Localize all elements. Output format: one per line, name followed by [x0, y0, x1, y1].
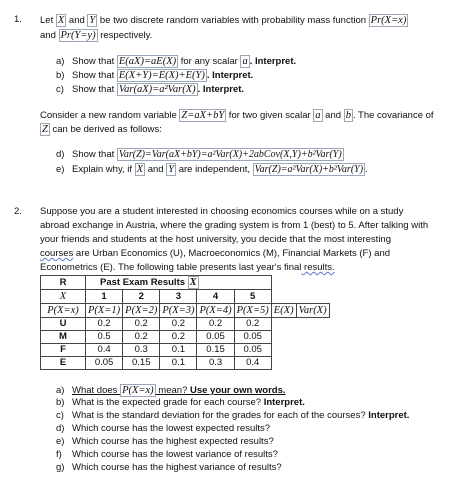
part-label: a)	[56, 56, 65, 67]
grade-cell: 3	[160, 290, 197, 304]
value-cell: 0.2	[160, 331, 197, 344]
course-cell: M	[41, 331, 86, 344]
text: and	[66, 15, 88, 26]
text: Show that	[72, 149, 117, 160]
text: Which course has the lowest variance of results?	[72, 449, 278, 460]
part-label: c)	[56, 84, 64, 95]
q1-part-c	[56, 83, 244, 96]
grade-row	[41, 290, 330, 304]
q2-paragraph-line-2: abroad exchange in Austria, where the grading system is from 1 (best) to 5. After talking with	[40, 220, 429, 231]
math-z: Z=aX+bY	[181, 110, 225, 121]
prob-header: P(X=1)	[86, 304, 123, 318]
table-row	[41, 331, 330, 344]
question-label: g)	[56, 462, 65, 473]
question-label: a)	[56, 385, 65, 396]
course-cell: F	[41, 344, 86, 357]
math-z: Z	[42, 124, 48, 135]
math-pmf-y: Pr(Y=y)	[60, 30, 96, 41]
value-cell: 0.2	[123, 318, 160, 331]
text: be two discrete random variables with probability mass function	[97, 15, 369, 26]
q2-question-e	[56, 436, 274, 448]
question-label: e)	[56, 436, 65, 447]
value-cell: 0.3	[197, 357, 234, 370]
value-cell: 0.1	[160, 344, 197, 357]
text: Econometrics (E). The following table presents last year's final	[40, 262, 302, 273]
variance-header: Var(X)	[296, 304, 329, 318]
prob-header: P(X=3)	[160, 304, 197, 318]
value-cell: 0.05	[234, 331, 271, 344]
text: for two given scalar	[226, 110, 314, 121]
value-cell: 0.05	[234, 344, 271, 357]
title-math: X	[189, 277, 197, 288]
table-row	[41, 318, 330, 331]
title-text: Past Exam Results	[100, 277, 188, 288]
math: a	[242, 56, 248, 67]
exam-results-table	[40, 275, 330, 370]
value-cell: 0.05	[197, 331, 234, 344]
prob-label: P(X=x)	[41, 304, 86, 318]
q1-number: 1.	[14, 14, 22, 25]
bold-text: Interpret.	[263, 397, 305, 408]
interpret-text: . Interpret.	[249, 56, 297, 67]
math-y: Y	[89, 15, 96, 26]
table-row	[41, 357, 330, 370]
r-label: R	[41, 276, 86, 290]
text: for any scalar	[178, 56, 241, 67]
value-cell: 0.15	[197, 344, 234, 357]
value-cell: 0.05	[86, 357, 123, 370]
value-cell: 0.5	[86, 331, 123, 344]
math: E(X+Y)=E(X)+E(Y)	[118, 70, 205, 81]
text: What does	[72, 385, 121, 396]
interpret-text: . Interpret.	[206, 70, 254, 81]
value-cell: 0.2	[123, 331, 160, 344]
text: Show that	[72, 70, 117, 81]
part-label: e)	[56, 164, 65, 175]
grade-cell: 5	[234, 290, 271, 304]
interpret-text: . Interpret.	[197, 84, 245, 95]
bold-text: Use your own words.	[189, 385, 286, 396]
math: Var(Z)=Var(aX+bY)=a²Var(X)+2abCov(X,Y)+b²Var(Y)	[118, 149, 342, 160]
value-cell: 0.4	[234, 357, 271, 370]
math-pmf-x: Pr(X=x)	[370, 15, 407, 26]
math-a: a	[315, 110, 321, 121]
question-label: c)	[56, 410, 64, 421]
q1-consider-line-2	[40, 123, 162, 136]
q2-question-g	[56, 462, 282, 474]
text: What is the expected grade for each course?	[72, 397, 264, 408]
text: are Urban Economics (U), Macroeconomics (M), Financial Markets (F) and	[73, 248, 391, 259]
value-cell: 0.1	[160, 357, 197, 370]
q2-paragraph-line-4	[40, 248, 390, 260]
grade-cell: 2	[123, 290, 160, 304]
text: Explain why, if	[72, 164, 135, 175]
course-cell: E	[41, 357, 86, 370]
q2-number: 2.	[14, 206, 22, 217]
q2-question-c	[56, 410, 409, 422]
table-title-row	[41, 276, 330, 290]
text: can be derived as follows:	[49, 124, 162, 135]
value-cell: 0.2	[160, 318, 197, 331]
value-cell: 0.2	[197, 318, 234, 331]
grade-cell: 1	[86, 290, 123, 304]
q2-question-b	[56, 397, 305, 409]
q2-paragraph-line-1: Suppose you are a student interested in choosing economics courses while on a study	[40, 206, 404, 217]
table-row	[41, 344, 330, 357]
prob-header: P(X=2)	[123, 304, 160, 318]
q2-question-a	[56, 384, 286, 397]
q1-part-e	[56, 163, 368, 177]
q1-intro-line-2	[40, 29, 152, 42]
q2-question-f	[56, 449, 278, 461]
prob-header-row	[41, 304, 330, 318]
q1-part-d	[56, 149, 344, 162]
math-x: X	[57, 15, 65, 26]
q1-part-a	[56, 55, 296, 68]
q2-paragraph-line-5	[40, 262, 335, 274]
q2-question-d	[56, 423, 270, 435]
math: P(X=x)	[122, 385, 154, 396]
text: Consider a new random variable	[40, 110, 180, 121]
text: Which course has the highest expected results?	[72, 436, 274, 447]
part-label: d)	[56, 149, 65, 160]
text: .	[365, 164, 368, 175]
math: Var(Z)=a²Var(X)+b²Var(Y)	[254, 164, 364, 175]
math: Var(aX)=a²Var(X)	[118, 84, 196, 95]
q1-consider-line	[40, 109, 434, 122]
expected-header: E(X)	[271, 304, 296, 318]
courses-word: courses	[40, 248, 74, 259]
prob-header: P(X=5)	[234, 304, 271, 318]
text: are independent,	[176, 164, 253, 175]
course-cell: U	[41, 318, 86, 331]
text: . The covariance of	[352, 110, 434, 121]
prob-header: P(X=4)	[197, 304, 234, 318]
grade-cell: 4	[197, 290, 234, 304]
math: E(aX)=aE(X)	[118, 56, 177, 67]
table-title	[86, 276, 272, 290]
text: Which course has the highest variance of results?	[72, 462, 282, 473]
value-cell: 0.2	[86, 318, 123, 331]
q2-paragraph-line-3: your friends and students at the host university, you decide that the most interesting	[40, 234, 391, 245]
math-y: Y	[168, 164, 175, 175]
math-x: X	[136, 164, 144, 175]
value-cell: 0.3	[123, 344, 160, 357]
question-label: f)	[56, 449, 62, 460]
text: and	[40, 30, 59, 41]
text: What is the standard deviation for the grades for each of the courses?	[72, 410, 369, 421]
math-b: b	[345, 110, 351, 121]
text: mean?	[155, 385, 190, 396]
text: Show that	[72, 84, 117, 95]
question-label: d)	[56, 423, 65, 434]
text: Let	[40, 15, 56, 26]
x-label: X	[41, 290, 86, 304]
value-cell: 0.2	[234, 318, 271, 331]
text: and	[322, 110, 344, 121]
bold-text: Interpret.	[368, 410, 410, 421]
text: and	[145, 164, 167, 175]
text: respectively.	[97, 30, 153, 41]
value-cell: 0.15	[123, 357, 160, 370]
text: results.	[301, 262, 335, 273]
question-label: b)	[56, 397, 65, 408]
q1-intro-line	[40, 14, 408, 27]
text: Show that	[72, 56, 117, 67]
text: Which course has the lowest expected results?	[72, 423, 271, 434]
value-cell: 0.4	[86, 344, 123, 357]
q1-part-b	[56, 69, 253, 82]
part-label: b)	[56, 70, 65, 81]
